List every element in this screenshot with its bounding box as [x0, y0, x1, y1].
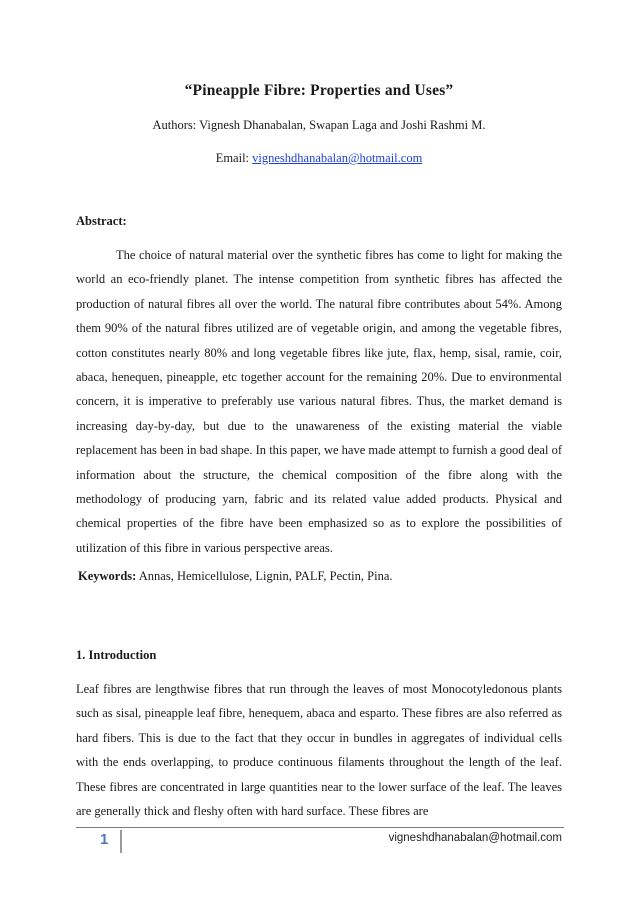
- email-link[interactable]: vigneshdhanabalan@hotmail.com: [252, 151, 423, 165]
- paper-title: “Pineapple Fibre: Properties and Uses”: [184, 82, 454, 99]
- abstract-text: The choice of natural material over the synthetic fibres has come to light for making the world an eco-friendly planet. The intense competition from synthetic fibres has affected the production of natural fibres all over the world. The natural fibre contributes about 54%. Among them 90% of the natural fibres utilized are of vegetable origin, and among the vegetable fibres, cotton constitutes nearly 80% and long vegetable fibres like jute, flax, hemp, sisal, ramie, coir, abaca, henequen, pineapple, etc together account for the remaining 20%. Due to environmental concern, it is imperative to preferably use various natural fibres. Thus, the market demand is increasing day-by-day, but due to the unawareness of the existing material the viable replacement has been in bad shape. In this paper, we have made attempt to furnish a good deal of information about the structure, the chemical composition of the fibre along with the methodology of producing yarn, fabric and its related value added products. Physical and chemical properties of the fibre have been emphasized so as to explore the possibilities of utilization of this fibre in various perspective areas.: [76, 248, 562, 555]
- keywords-label: Keywords:: [78, 569, 137, 583]
- authors-line: Authors: Vignesh Dhanabalan, Swapan Laga and Joshi Rashmi M.: [152, 118, 486, 132]
- footer-separator: [120, 830, 122, 853]
- keywords-line: [78, 569, 393, 584]
- abstract-heading: Abstract:: [76, 214, 127, 228]
- footer-email: vigneshdhanabalan@hotmail.com: [388, 832, 562, 844]
- email-label: Email:: [215, 151, 253, 165]
- keywords-text: Annas, Hemicellulose, Lignin, PALF, Pectin, Pina.: [136, 569, 393, 583]
- page-number: 1: [100, 831, 109, 848]
- introduction-heading: 1. Introduction: [76, 648, 157, 662]
- email-line: [0, 151, 638, 166]
- introduction-text: Leaf fibres are lengthwise fibres that run through the leaves of most Monocotyledonous plants such as sisal, pineapple leaf fibre, henequem, abaca and esparto. These fibres are also referred as hard fibers. This is due to the fact that they occur in bundles in aggregates of individual cells with the ends overlapping, to produce continuous filaments throughout the length of the leaf. These fibres are concentrated in large quantities near to the lower surface of the leaf. The leaves are generally thick and fleshy often with hard surface. These fibres are: [76, 682, 562, 819]
- footer-divider: [76, 827, 564, 828]
